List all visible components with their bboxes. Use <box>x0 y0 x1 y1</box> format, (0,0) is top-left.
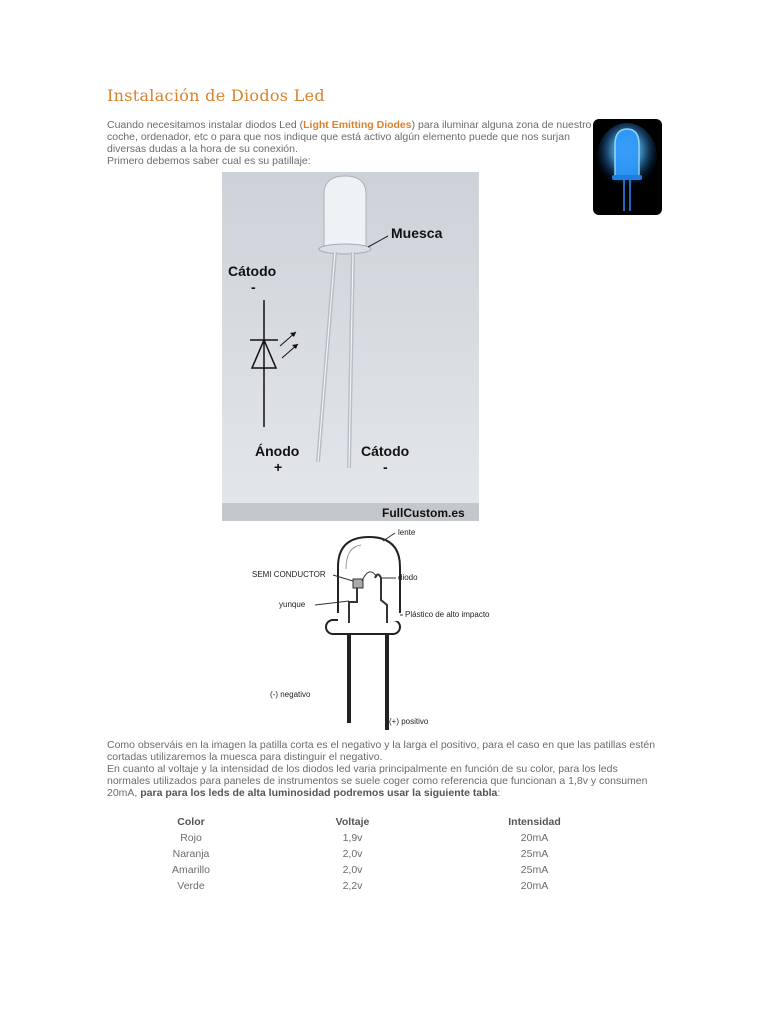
intro-text-after: ) para iluminar alguna zona de nuestro coche, ordenador, etc o para que nos indique que está activo algún elemento puede que nos surjan diversas dudas a la hora de su conexión. <box>107 119 592 155</box>
muesca-label: Muesca <box>391 225 443 241</box>
catodo-left-sign: - <box>251 279 256 295</box>
body-text-end: : <box>497 787 501 799</box>
table-cell: 1,9v <box>342 832 363 844</box>
intro-highlight: Light Emitting Diodes <box>303 119 412 131</box>
column-header-color: Color <box>177 816 205 828</box>
table-cell: 20mA <box>520 880 549 892</box>
blue-led-photo <box>593 119 662 215</box>
catodo-left-label: Cátodo <box>228 263 277 279</box>
table-row <box>107 878 639 894</box>
catodo-right-label: Cátodo <box>361 443 410 459</box>
led-pinout-photo <box>222 172 479 521</box>
column-header-voltaje: Voltaje <box>335 816 370 828</box>
lente-label: lente <box>398 528 416 537</box>
negativo-label: (-) negativo <box>270 690 311 699</box>
table-row <box>107 862 639 878</box>
semi-label: SEMI CONDUCTOR <box>252 570 326 579</box>
anodo-label: Ánodo <box>255 443 300 459</box>
intro-text-before: Cuando necesitamos instalar diodos Led ( <box>107 119 304 131</box>
intro-line2: Primero debemos saber cual es su patillaje: <box>107 155 311 167</box>
body-text-1: Como observáis en la imagen la patilla corta es el negativo y la larga el positivo, para el caso en que las patillas estén cortadas utilizaremos la muesca para distinguir el negativo. <box>107 739 656 763</box>
table-row <box>107 830 639 846</box>
table-cell: Verde <box>177 880 205 892</box>
table-cell: 25mA <box>520 848 549 860</box>
table-header-row <box>107 814 639 830</box>
led-anatomy-diagram <box>245 525 530 730</box>
table-cell: Amarillo <box>172 864 210 876</box>
table-cell: Naranja <box>172 848 210 860</box>
table-cell: 20mA <box>520 832 549 844</box>
anodo-sign: + <box>274 459 283 475</box>
column-header-intensidad: Intensidad <box>508 816 561 828</box>
plastico-label: Plástico de alto impacto <box>405 610 490 619</box>
table-row <box>107 846 639 862</box>
watermark: FullCustom.es <box>382 506 465 520</box>
table-cell: 25mA <box>520 864 549 876</box>
body-paragraph <box>107 739 663 799</box>
led-spec-table <box>107 814 639 894</box>
diodo-label: diodo <box>398 573 418 582</box>
page-title: Instalación de Diodos Led <box>107 86 325 105</box>
table-cell: Rojo <box>180 832 202 844</box>
table-cell: 2,2v <box>342 880 363 892</box>
intro-paragraph <box>107 119 597 167</box>
body-text-bold: para para los leds de alta luminosidad podremos usar la siguiente tabla <box>140 787 498 799</box>
table-cell: 2,0v <box>342 864 363 876</box>
body-text-2: En cuanto al voltaje y la intensidad de los diodos led varia principalmente en función de su color, para los leds normales utilizados para paneles de instrumentos se suele coger como referencia que funcionan a 1,8v y consumen 20mA, <box>107 763 648 799</box>
positivo-label: (+) positivo <box>389 717 429 726</box>
yunque-label: yunque <box>279 600 306 609</box>
catodo-right-sign: - <box>383 459 388 475</box>
table-cell: 2,0v <box>342 848 363 860</box>
